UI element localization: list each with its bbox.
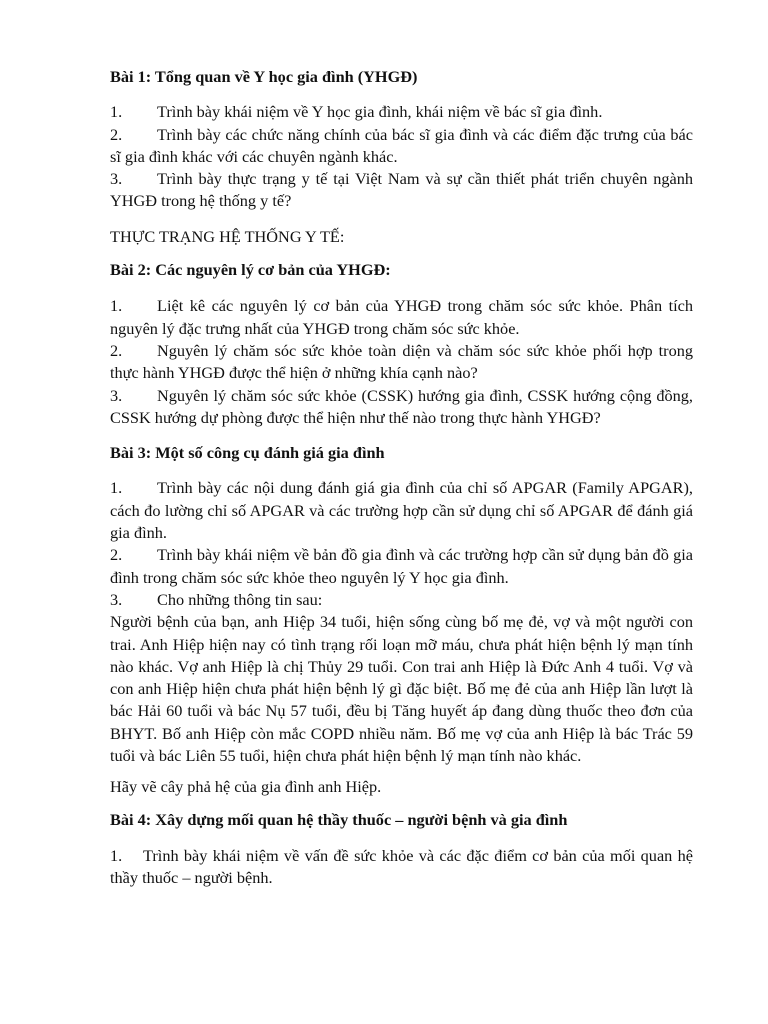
item-text: Trình bày thực trạng y tế tại Việt Nam và sự cần thiết phát triển chuyên ngành YHGĐ trong hệ thống y tế?: [110, 169, 693, 211]
case-task: Hãy vẽ cây phả hệ của gia đình anh Hiệp.: [110, 777, 382, 797]
item-number: 1.: [110, 845, 123, 865]
item-text: Trình bày khái niệm về vấn đề sức khỏe và các đặc điểm cơ bản của mối quan hệ thầy thuốc – người bệnh.: [110, 845, 693, 888]
item-text: Liệt kê các nguyên lý cơ bản của YHGĐ trong chăm sóc sức khỏe. Phân tích nguyên lý đặc trưng nhất của YHGĐ trong chăm sóc sức khỏe.: [110, 296, 693, 338]
item-text: Trình bày các chức năng chính của bác sĩ gia đình và các điểm đặc trưng của bác sĩ gia đình khác với các chuyên ngành khác.: [110, 124, 693, 166]
item-text: Trình bày các nội dung đánh giá gia đình của chỉ số APGAR (Family APGAR), cách đo lường chỉ số APGAR và các trường hợp cần sử dụng chỉ số APGAR để đánh giá gia đình.: [110, 478, 693, 543]
item-number: 1.: [110, 478, 123, 498]
lesson-4-item-1: [110, 845, 693, 890]
lesson-3-title: Bài 3: Một số công cụ đánh giá gia đình: [110, 443, 385, 463]
lesson-1-item-3: [110, 168, 693, 213]
lesson-2-title: Bài 2: Các nguyên lý cơ bản của YHGĐ:: [110, 260, 391, 280]
lesson-3-item-1: [110, 477, 693, 544]
lesson-3-item-3: [110, 589, 693, 611]
lesson-2-item-2: [110, 340, 693, 385]
item-number: 2.: [110, 340, 123, 360]
item-number: 2.: [110, 124, 123, 144]
lesson-4-title: Bài 4: Xây dựng mối quan hệ thầy thuốc – người bệnh và gia đình: [110, 809, 568, 829]
lesson-2-item-1: [110, 295, 693, 340]
item-number: 1.: [110, 296, 123, 316]
lesson-2-item-3: [110, 385, 693, 430]
item-number: 3.: [110, 385, 123, 405]
health-system-note: THỰC TRẠNG HỆ THỐNG Y TẾ:: [110, 226, 345, 246]
item-number: 3.: [110, 589, 123, 609]
item-text: Trình bày khái niệm về bản đồ gia đình và các trường hợp cần sử dụng bản đồ gia đình trong chăm sóc sức khỏe theo nguyên lý Y học gia đình.: [110, 545, 693, 587]
document-page: [110, 66, 693, 890]
item-text: Cho những thông tin sau:: [157, 589, 323, 609]
item-text: Nguyên lý chăm sóc sức khỏe (CSSK) hướng gia đình, CSSK hướng cộng đồng, CSSK hướng dự phòng được thể hiện như thế nào trong thực hành YHGĐ?: [110, 385, 693, 427]
case-description: Người bệnh của bạn, anh Hiệp 34 tuổi, hiện sống cùng bố mẹ đẻ, vợ và một người con trai. Anh Hiệp hiện nay có tình trạng rối loạn mỡ máu, chưa phát hiện bệnh lý mạn tính nào khác. Vợ anh Hiệp là chị Thủy 29 tuổi. Con trai anh Hiệp là Đức Anh 4 tuổi. Vợ và con anh Hiệp hiện chưa phát hiện bệnh lý gì đặc biệt. Bố mẹ đẻ của anh Hiệp lần lượt là bác Hải 60 tuổi và bác Nụ 57 tuổi, đều bị Tăng huyết áp đang dùng thuốc theo đơn của BHYT. Bố anh Hiệp còn mắc COPD nhiều năm. Bố mẹ vợ của anh Hiệp là bác Trác 59 tuổi và bác Liên 55 tuổi, hiện chưa phát hiện bệnh lý mạn tính nào khác.: [110, 612, 693, 766]
item-text: Nguyên lý chăm sóc sức khỏe toàn diện và chăm sóc sức khỏe phối hợp trong thực hành YHGĐ được thể hiện ở những khía cạnh nào?: [110, 340, 693, 383]
lesson-3-item-2: [110, 544, 693, 589]
lesson-1-title: Bài 1: Tổng quan về Y học gia đình (YHGĐ): [110, 67, 418, 86]
item-text: Trình bày khái niệm về Y học gia đình, khái niệm về bác sĩ gia đình.: [157, 102, 603, 122]
item-number: 1.: [110, 102, 123, 122]
item-number: 2.: [110, 545, 123, 565]
lesson-1-item-2: [110, 124, 693, 169]
lesson-1-item-1: [110, 101, 693, 123]
item-number: 3.: [110, 169, 123, 189]
